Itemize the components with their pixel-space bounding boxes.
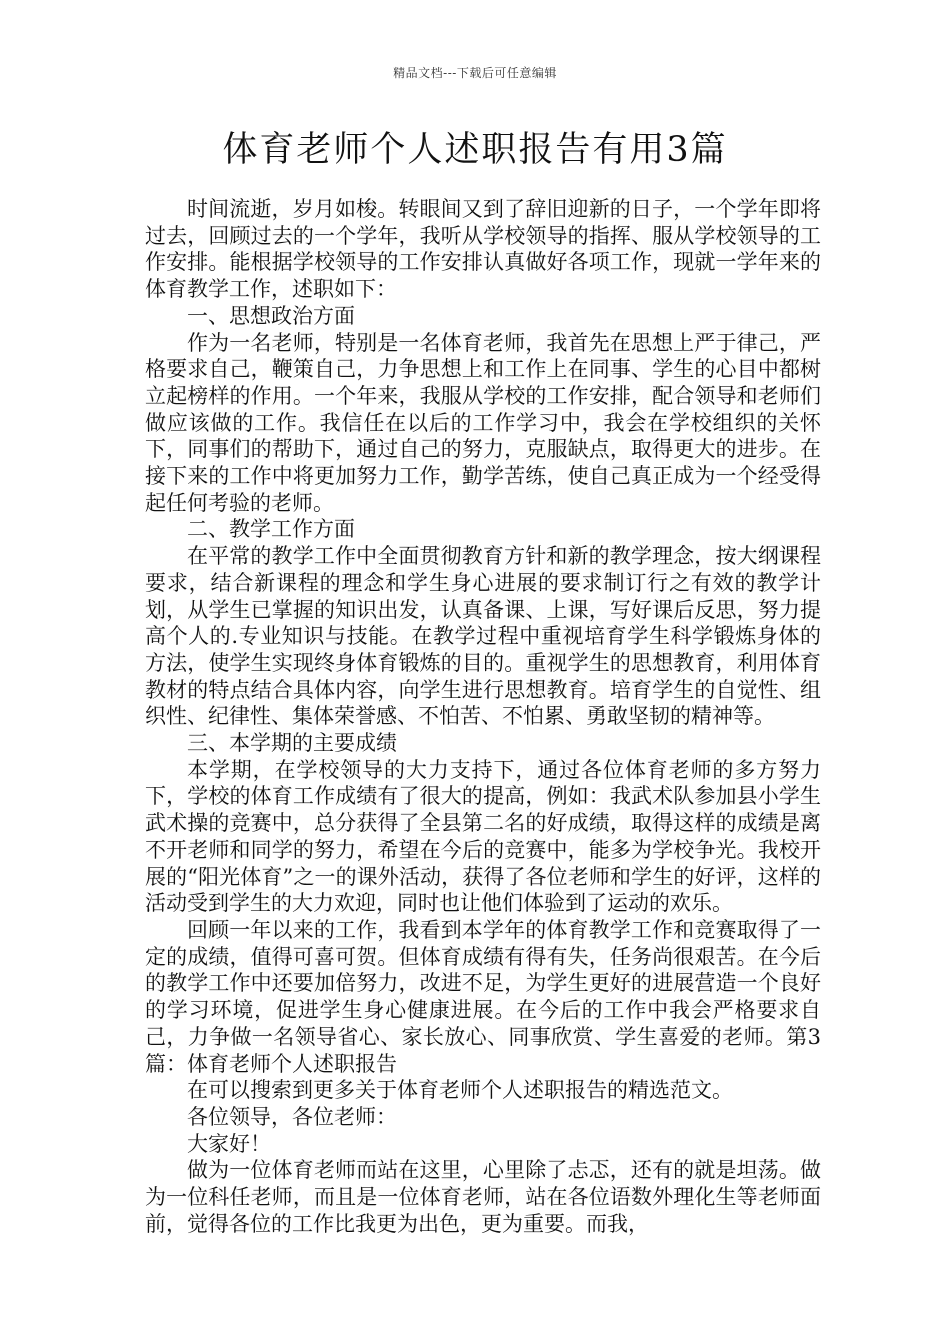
- paragraph-intro: 时间流逝，岁月如梭。转眼间又到了辞旧迎新的日子，一个学年即将过去，回顾过去的一个学年，我听从学校领导的指挥、服从学校领导的工作安排。能根据学校领导的工作安排认真做好各项工作，现就一学年来的体育教学工作，述职如下：: [145, 197, 821, 302]
- paragraph-speech-opening: 做为一位体育老师而站在这里，心里除了忐忑，还有的就是坦荡。做为一位科任老师，而且是一位体育老师，站在各位语数外理化生等老师面前，觉得各位的工作比我更为出色，更为重要。而我，: [145, 1158, 821, 1236]
- paragraph-teaching: 在平常的教学工作中全面贯彻教育方针和新的教学理念，按大纲课程要求，结合新课程的理念和学生身心进展的要求制订行之有效的教学计划，从学生已掌握的知识出发，认真备课、上课，写好课后反思，努力提高个人的.专业知识与技能。在教学过程中重视培育学生科学锻炼身体的方法，使学生实现终身体育锻炼的目的。重视学生的思想教育，利用体育教材的特点结合具体内容，向学生进行思想教育。培育学生的自觉性、组织性、纪律性、集体荣誉感、不怕苦、不怕累、勇敢坚韧的精神等。: [145, 544, 821, 729]
- section-heading-teaching: 二、教学工作方面: [187, 517, 355, 542]
- header-note: 精品文档---下载后可任意编辑: [393, 66, 557, 80]
- document-title: 体育老师个人述职报告有用3篇: [222, 130, 728, 170]
- section-heading-achievements: 三、本学期的主要成绩: [187, 731, 397, 756]
- paragraph-salutation: 各位领导，各位老师：: [187, 1104, 397, 1129]
- paragraph-search-note: 在可以搜索到更多关于体育老师个人述职报告的精选范文。: [187, 1078, 733, 1103]
- paragraph-review: 回顾一年以来的工作，我看到本学年的体育教学工作和竞赛取得了一定的成绩，值得可喜可贺。但体育成绩有得有失，任务尚很艰苦。在今后的教学工作中还要加倍努力，改进不足，为学生更好的进展营造一个良好的学习环境，促进学生身心健康进展。在今后的工作中我会严格要求自己，力争做一名领导省心、家长放心、同事欣赏、学生喜爱的老师。第3篇：体育老师个人述职报告: [145, 917, 821, 1076]
- paragraph-politics: 作为一名老师，特别是一名体育老师，我首先在思想上严于律己，严格要求自己，鞭策自己，力争思想上和工作上在同事、学生的心目中都树立起榜样的作用。一个年来，我服从学校的工作安排，配合领导和老师们做应该做的工作。我信任在以后的工作学习中，我会在学校组织的关怀下，同事们的帮助下，通过自己的努力，克服缺点，取得更大的进步。在接下来的工作中将更加努力工作，勤学苦练，使自己真正成为一个经受得起任何考验的老师。: [145, 330, 821, 515]
- paragraph-greeting: 大家好！: [187, 1131, 271, 1156]
- document-body: [145, 196, 821, 1237]
- paragraph-achievements: 本学期，在学校领导的大力支持下，通过各位体育老师的多方努力下，学校的体育工作成绩有了很大的提高，例如：我武术队参加县小学生武术操的竞赛中，总分获得了全县第二名的好成绩，取得这样的成绩是离不开老师和同学的努力，希望在今后的竞赛中，能多为学校争光。我校开展的“阳光体育”之一的课外活动，获得了各位老师和学生的好评，这样的活动受到学生的大力欢迎，同时也让他们体验到了运动的欢乐。: [145, 757, 821, 916]
- section-heading-politics: 一、思想政治方面: [187, 303, 355, 328]
